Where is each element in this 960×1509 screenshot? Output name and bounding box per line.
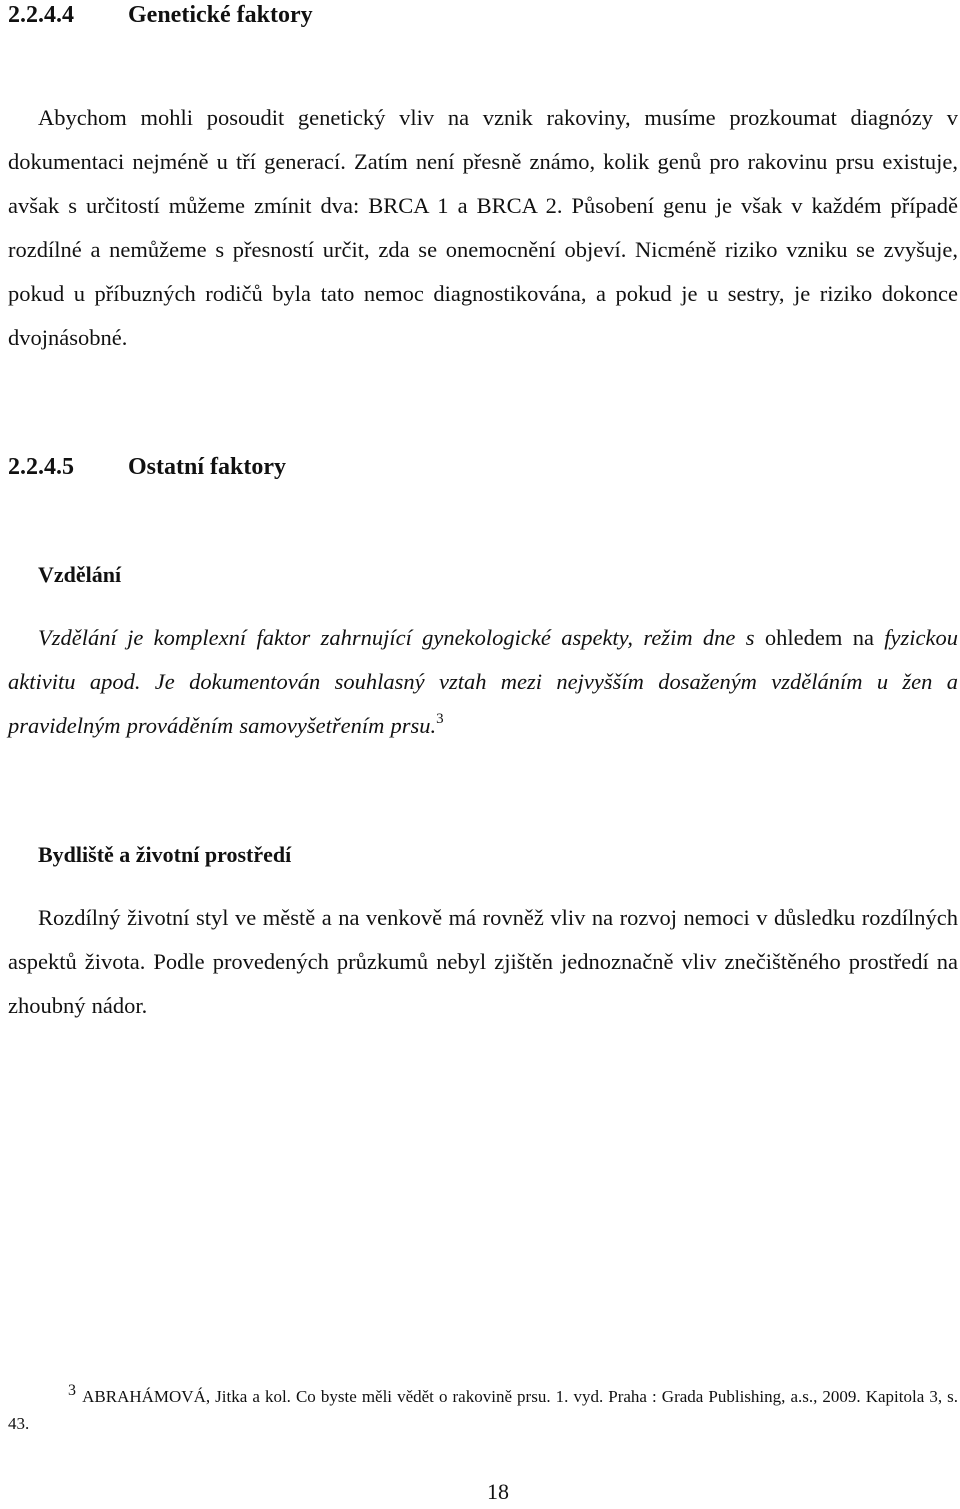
- section-heading-genetic: [8, 0, 313, 30]
- footnote: [8, 1377, 958, 1437]
- section-heading-other: [8, 452, 286, 482]
- footnote-text: ABRAHÁMOVÁ, Jitka a kol. Co byste měli vědět o rakovině prsu. 1. vyd. Praha : Grada Publishing, a.s., 2009. Kapitola 3, s. 43.: [8, 1387, 959, 1433]
- page-number: 18: [487, 1479, 509, 1504]
- paragraph-genetic: Abychom mohli posoudit genetický vliv na vznik rakoviny, musíme prozkoumat diagnózy v dokumentaci nejméně u tří generací. Zatím není přesně známo, kolik genů pro rakovinu prsu existuje, avšak s určitostí můžeme zmínit dva: BRCA 1 a BRCA 2. Působení genu je však v každém případě rozdílné a nemůžeme s přesností určit, zda se onemocnění objeví. Nicméně riziko vzniku se zvyšuje, pokud u příbuzných rodičů byla tato nemoc diagnostikována, a pokud je u sestry, je riziko dokonce dvojnásobné.: [8, 105, 958, 350]
- education-text-italic-1: Vzdělání je komplexní faktor zahrnující gynekologické aspekty, režim dne s: [38, 625, 755, 650]
- education-text-italic-2: fyzickou aktivitu apod. Je dokumentován souhlasný vztah mezi nejvyšším dosaženým vzděláním u žen a pravidelným prováděním samovyšetřením prsu.: [8, 625, 958, 738]
- footnote-mark: 3: [68, 1382, 76, 1399]
- section-title: Genetické faktory: [128, 2, 313, 28]
- paragraph-residence: Rozdílný životní styl ve městě a na venkově má rovněž vliv na rozvoj nemoci v důsledku rozdílných aspektů života. Podle provedených průzkumů nebyl zjištěn jednoznačně vliv znečištěného prostředí na zhoubný nádor.: [8, 905, 958, 1018]
- footnote-reference: 3: [436, 711, 444, 727]
- section-number: 2.2.4.5: [8, 454, 74, 480]
- subheading-education: Vzdělání: [38, 562, 122, 587]
- education-text-regular: ohledem na: [754, 625, 885, 650]
- section-title: Ostatní faktory: [128, 454, 286, 480]
- subheading-residence: Bydliště a životní prostředí: [38, 842, 292, 867]
- paragraph-education: [8, 616, 958, 748]
- section-number: 2.2.4.4: [8, 2, 74, 28]
